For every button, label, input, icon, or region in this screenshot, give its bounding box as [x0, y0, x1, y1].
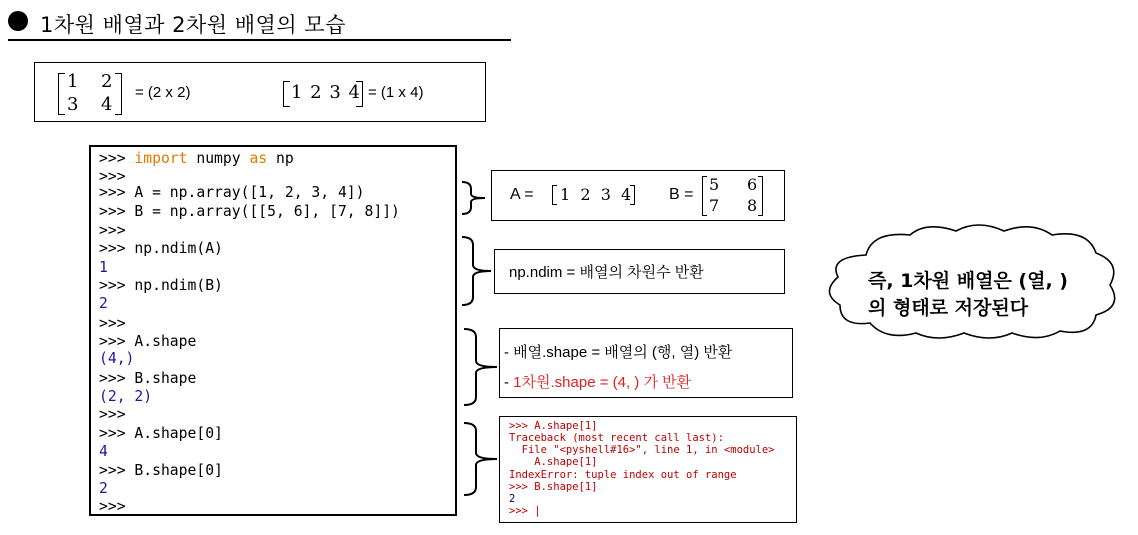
error-shell-box — [499, 416, 797, 523]
shell-line: >>> B.shape[0] — [99, 461, 223, 479]
shell-output: 4 — [99, 442, 108, 460]
shell-line: >>> import numpy as np — [99, 149, 294, 167]
cloud-text-line2: 의 형태로 저장된다 — [868, 297, 1029, 319]
cloud-callout — [826, 223, 1122, 343]
shell-output: (4,) — [99, 349, 135, 367]
error-line: IndexError: tuple index out of range — [509, 469, 737, 481]
shell-line: >>> np.ndim(B) — [99, 276, 223, 294]
shell-line: >>> — [99, 167, 126, 185]
curly-brace-icon — [461, 421, 499, 497]
ndim-note-text: np.ndim = 배열의 차원수 반환 — [509, 264, 704, 281]
matrix-cell: 1 — [67, 71, 79, 92]
error-line: >>> A.shape[1] — [509, 420, 598, 432]
shell-output: 2 — [99, 479, 108, 497]
shape-note-box — [499, 328, 793, 398]
shape-note-line1: - 배열.shape = 배열의 (행, 열) 반환 — [504, 344, 733, 361]
shell-line: >>> — [99, 405, 126, 423]
error-output: 2 — [509, 493, 516, 505]
error-line: Traceback (most recent call last): — [509, 432, 724, 444]
shell-line: >>> np.ndim(A) — [99, 239, 223, 257]
left-bracket — [58, 73, 65, 115]
right-bracket — [630, 185, 635, 205]
a-values: 1 2 3 4 — [560, 185, 632, 204]
error-line: >>> B.shape[1] — [509, 481, 598, 493]
matrix-cell: 8 — [747, 196, 758, 215]
shell-line: >>> — [99, 221, 126, 239]
arrays-box — [491, 170, 785, 221]
shell-line: >>> A.shape — [99, 332, 197, 350]
right-bracket — [115, 73, 122, 115]
error-line: A.shape[1] — [509, 456, 598, 468]
shell-line: >>> B.shape — [99, 369, 197, 387]
shell-line: >>> — [99, 497, 126, 515]
matrix-cell: 2 — [101, 71, 113, 92]
curly-brace-icon — [459, 180, 489, 216]
section-title — [8, 5, 511, 41]
matrix-cell: 5 — [709, 175, 720, 194]
right-bracket — [356, 81, 363, 107]
curly-brace-icon — [461, 327, 499, 407]
eq-2d-text: = (2 x 2) — [135, 84, 191, 101]
shell-line: >>> A = np.array([1, 2, 3, 4]) — [99, 183, 365, 201]
error-line: File "<pyshell#16>", line 1, in <module> — [509, 444, 775, 456]
shell-output: 1 — [99, 258, 108, 276]
left-bracket — [283, 81, 290, 107]
shell-output: (2, 2) — [99, 387, 153, 405]
left-bracket — [702, 176, 707, 216]
matrix-cell: 3 — [67, 94, 79, 115]
title-text: 1차원 배열과 2차원 배열의 모습 — [40, 13, 346, 37]
ndim-note-box — [494, 249, 785, 294]
matrix-cell: 6 — [747, 175, 758, 194]
curly-brace-icon — [459, 235, 495, 307]
shell-line: >>> B = np.array([[5, 6], [7, 8]]) — [99, 202, 400, 220]
cloud-text-line1: 즉, 1차원 배열은 (열, ) — [868, 270, 1068, 292]
eq-1d-text: = (1 x 4) — [368, 84, 424, 101]
shell-output: 2 — [99, 294, 108, 312]
vector-values: 1 2 3 4 — [291, 82, 361, 103]
python-shell — [89, 145, 457, 516]
shell-line: >>> — [99, 314, 126, 332]
bullet-icon — [8, 11, 28, 31]
error-line[interactable]: >>> | — [509, 505, 541, 517]
formula-box — [34, 62, 486, 122]
right-bracket — [758, 176, 763, 216]
b-label: B = — [669, 186, 694, 203]
matrix-cell: 7 — [709, 196, 720, 215]
matrix-cell: 4 — [101, 94, 113, 115]
shell-line: >>> A.shape[0] — [99, 424, 223, 442]
left-bracket — [552, 185, 557, 205]
shape-note-line2: - 1차원.shape = (4, ) 가 반환 — [504, 374, 692, 391]
a-label: A = — [510, 186, 534, 203]
